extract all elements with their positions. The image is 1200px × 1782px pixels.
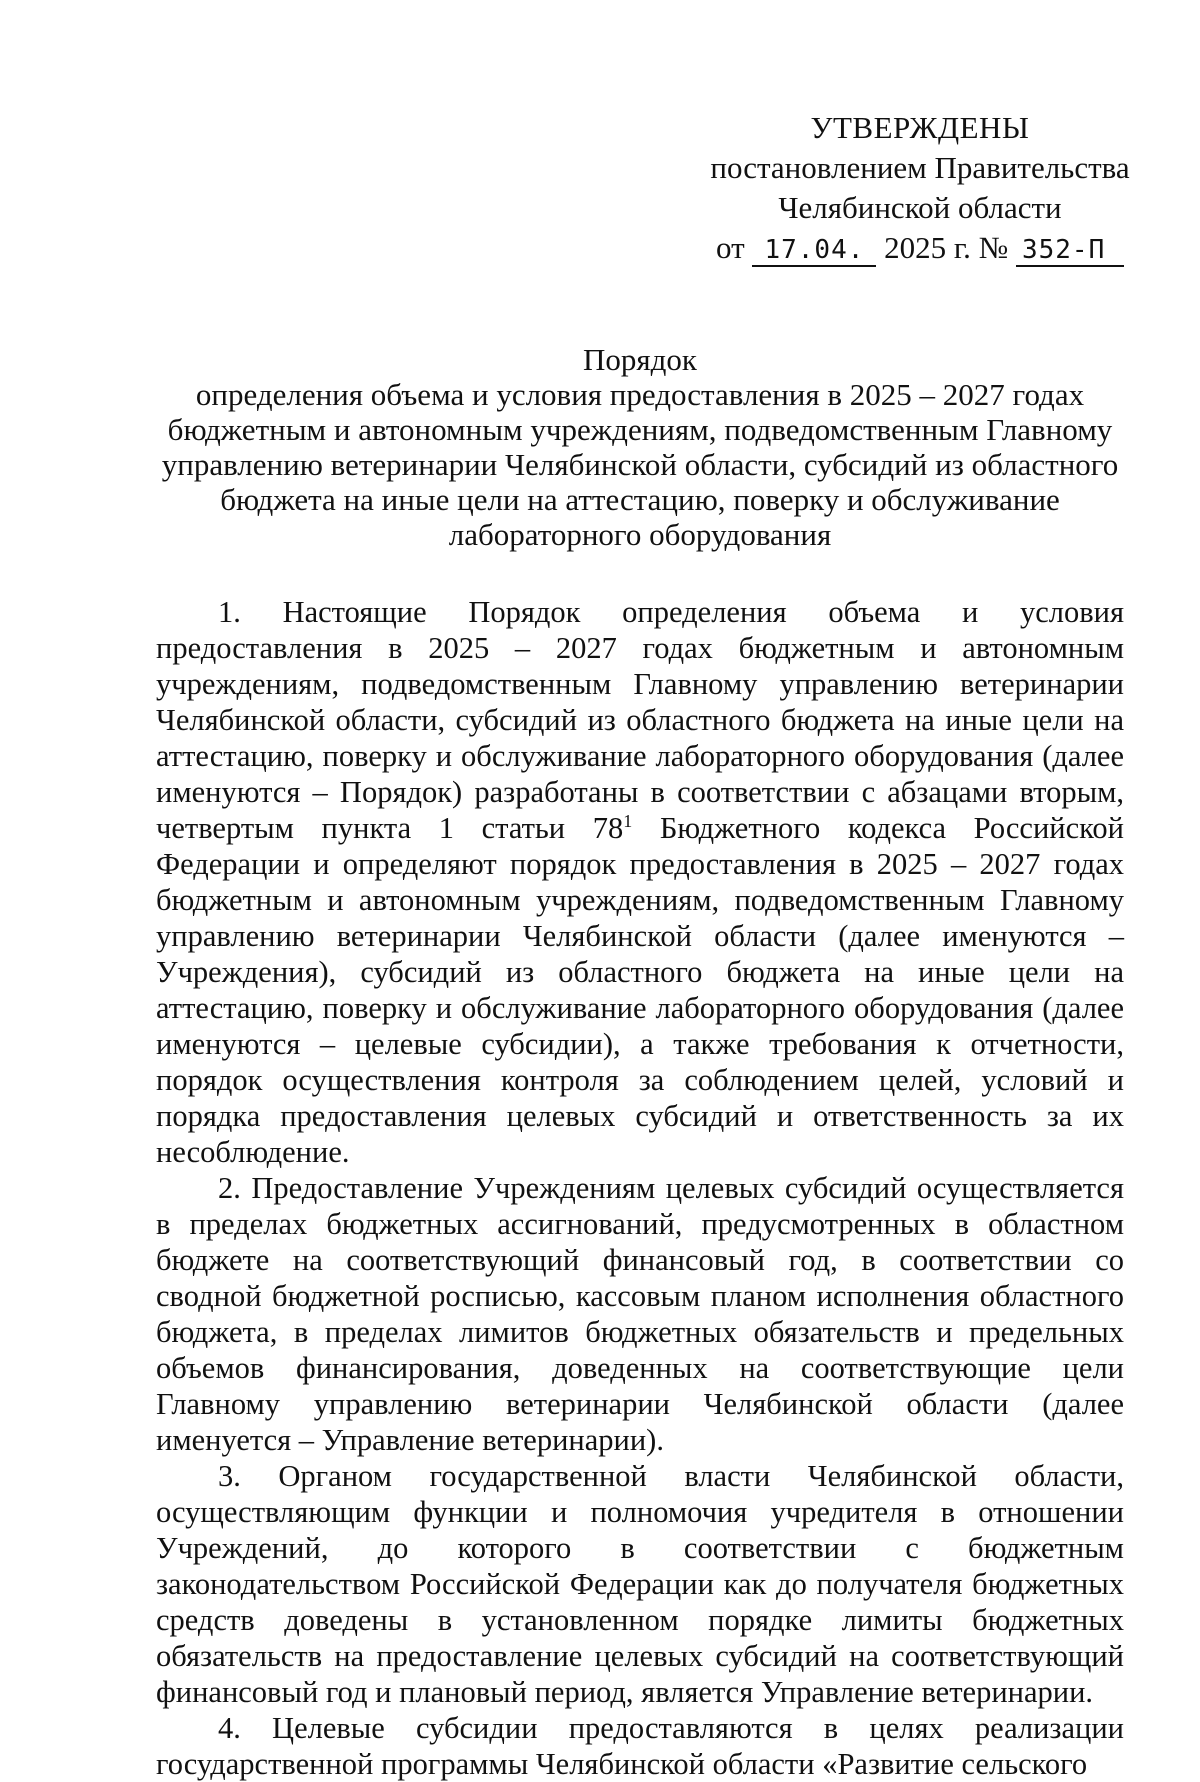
- title-subtitle: определения объема и условия предоставления в 2025 – 2027 годах бюджетным и автономным учреждениям, подведомственным Главному управлению ветеринарии Челябинской области, субсидий из областного бюджета на иные цели на аттестацию, поверку и обслуживание лабораторного оборудования: [161, 377, 1119, 552]
- approval-number-value: 352-П: [1016, 235, 1124, 267]
- approval-heading: УТВЕРЖДЕНЫ: [810, 110, 1030, 145]
- approval-date-value: 17.04.: [752, 235, 876, 267]
- paragraph-1: [156, 594, 1124, 1170]
- approval-line-1: постановлением Правительства: [710, 150, 1130, 185]
- document-body: [156, 594, 1124, 1782]
- approval-date-line: [700, 228, 1140, 268]
- article-superscript: 1: [623, 810, 633, 831]
- paragraph-2: 2. Предоставление Учреждениям целевых субсидий осуществляется в пределах бюджетных ассигнований, предусмотренных в областном бюджете на соответствующий финансовый год, в соответствии со сводной бюджетной росписью, кассовым планом исполнения областного бюджета, в пределах лимитов бюджетных обязательств и предельных объемов финансирования, доведенных на соответствующие цели Главному управлению ветеринарии Челябинской области (далее именуется – Управление ветеринарии).: [156, 1171, 1124, 1457]
- paragraph-3: 3. Органом государственной власти Челябинской области, осуществляющим функции и полномочия учредителя в отношении Учреждений, до которого в соответствии с бюджетным законодательством Российской Федерации как до получателя бюджетных средств доведены в установленном порядке лимиты бюджетных обязательств на предоставление целевых субсидий на соответствующий финансовый год и плановый период, является Управление ветеринарии.: [156, 1459, 1124, 1709]
- approval-line-2: Челябинской области: [778, 190, 1062, 225]
- paragraph-1-part-b: Бюджетного кодекса Российской Федерации и определяют порядок предоставления в 2025 – 2027 годах бюджетным и автономным учреждениям, подведомственным Главному управлению ветеринарии Челябинской области (далее именуются – Учреждения), субсидий из областного бюджета на иные цели на аттестацию, поверку и обслуживание лабораторного оборудования (далее именуются – целевые субсидии), а также требования к отчетности, порядок осуществления контроля за соблюдением целей, условий и порядка предоставления целевых субсидий и ответственность за их несоблюдение.: [156, 811, 1124, 1169]
- date-prefix: от: [716, 230, 745, 265]
- paragraph-4: 4. Целевые субсидии предоставляются в целях реализации государственной программы Челябинской области «Развитие сельского: [156, 1711, 1124, 1781]
- approval-year-text: 2025 г. №: [884, 230, 1009, 265]
- document-title: [150, 342, 1130, 552]
- paragraph-1-part-a: 1. Настоящие Порядок определения объема и условия предоставления в 2025 – 2027 годах бюджетным и автономным учреждениям, подведомственным Главному управлению ветеринарии Челябинской области, субсидий из областного бюджета на иные цели на аттестацию, поверку и обслуживание лабораторного оборудования (далее именуются – Порядок) разработаны в соответствии с абзацами вторым, четвертым пункта 1 статьи 78: [156, 595, 1124, 845]
- title-main: Порядок: [583, 342, 697, 377]
- approval-stamp: [700, 108, 1140, 268]
